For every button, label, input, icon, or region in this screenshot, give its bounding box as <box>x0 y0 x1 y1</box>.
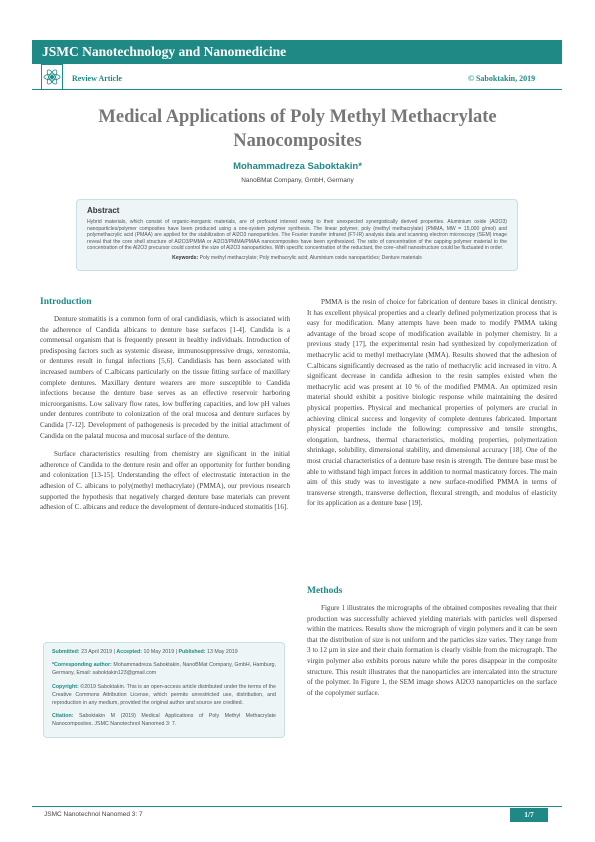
accepted-date: 10 May 2019 <box>143 649 175 655</box>
copyright-notice: Copyright: ©2019 Saboktakin. This is an open-access article distributed under the terms of the Creative Commons Attribution License, which permits unrestricted use, distribution, and reproduction in any medium, provided the original author and source are credited. <box>52 683 276 707</box>
abstract-text: Hybrid materials, which consist of organic-inorganic materials, are of profound interest owing to their unexpected synergistically derived properties. Aluminium oxide (Al2O3) nanoparticles/polymer composites have been produced using a one-system polymer synthesis. The linear polymer, poly (methyl methacrylate) (PMMA, MW = 15,000 g/mol) and polymethacrylic acid (PMAA) are applied for the stabilization of Al2O3 nanoparticles. The Fourier transfer infrared (FT-IR) analysis data and scanning electron microscopy (SEM) image reveal that the core shell structure of Al2O3/PMMA or Al2O3/PMMA/PMAA nanocomposites have been synthesized. The ratio of concentration of the capping polymer material to the concentration of the Al2O3 precursor could control the size of Al2O3 nanoparticles. With specific concentration of the reductant, the core–shell nanostructure could be fluctuated in order. <box>87 219 507 252</box>
right-column <box>307 297 557 517</box>
abstract-heading: Abstract <box>87 206 120 215</box>
article-type: Review Article <box>72 74 122 83</box>
published-date: 13 May 2019 <box>207 649 238 655</box>
intro-paragraph-3: PMMA is the resin of choice for fabrication of denture bases in clinical dentistry. It has excellent physical properties and a clearly defined polymerization process that is easy for modification. Many attempts have been made to modify PMMA taking advantage of the broad scope of modification available in polymer chemistry. In a previous study [17], the experimental resin had synthesized by copolymerization of methacrylic acid to methyl methacrylate (MMA). Results showed that the adhesion of C.albicans significantly decreased as the ratio of methacrylic acid increased in vitro. A significant decrease in candida adhesion to the resin samples existed when the methacrylic acid was present at 10 % of the modified PMMA. An optimized resin material should exhibit a positive biologic response while maintaining the desired physical properties. Physical and mechanical properties of polymers are crucial in achieving clinical success and longevity of complete dentures fabricated. Important physical properties include the following: compressive and tensile strengths, elongation, hardness, thermal characteristics, molding properties, polymerization shrinkage, solubility, dimensional stability, and dimensional accuracy [18]. One of the most crucial characteristics of a denture base resin is strength. The denture base must be able to withstand high impact forces in addition to normal masticatory forces. The main aim of this study was to investigate a new surface-modified PMMA in terms of transverse strength, transverse deflection, flexural strength, and modulus of elasticity for its application as a denture base [19]. <box>307 298 557 508</box>
paper-title <box>40 105 555 153</box>
abstract-box <box>76 199 518 271</box>
methods-paragraph-1: Figure 1 illustrates the micrographs of the obtained composites revealing that their production was successfully achieved yielding materials with particles well dispersed within the matrices. Results show the micrograph of virgin polymers and it can be seen that the distribution of size is not uniform and the particles size varies. They range from 3 to 12 μm in size and their chain formation is clearly visible from the micrograph. The virgin polymer also exhibits porous nature while the pores disappear in the composite structure. This result illustrates that the nanoparticles are intercalated into the structure of the polymer. In Figure 1, the SEM image shows Al2O3 nanoparticles on the surface of the copolymer surface. <box>307 604 557 697</box>
journal-logo <box>41 64 63 90</box>
author-name: Mohammadreza Saboktakin* <box>233 161 362 172</box>
title-line-1: Medical Applications of Poly Methyl Methacrylate <box>98 107 497 127</box>
atom-logo-icon <box>42 65 62 89</box>
corresponding-author: *Corresponding author: Mohammadreza Saboktakin, NanoBMat Company, GmbH, Hamburg, Germany, Email: saboktakin123@gmail.com <box>52 662 276 677</box>
submitted-date: 23 April 2019 <box>81 649 113 655</box>
article-info-box <box>43 642 285 738</box>
methods-column <box>307 603 557 706</box>
keywords <box>87 255 507 261</box>
keywords-list: Poly methyl methacrylate; Poly methacrylic acid; Aluminium oxide nanoparticles; Denture materials <box>199 254 422 261</box>
header-divider <box>32 89 562 90</box>
dates-row: Submitted: 23 April 2019 | Accepted: 10 May 2019 | Published: 13 May 2019 <box>52 649 238 655</box>
intro-paragraph-1: Denture stomatitis is a common form of oral candidiasis, which is associated with the adherence of Candida albicans to denture base surfaces [1-4]. Candida is a commensal organism that is frequently present in healthy individuals. Introduction of predisposing factors such as systemic disease, immunosuppressive drugs, xerostomia, or dentures result in fungal infections [5,6]. Candidiasis has been associated with increased numbers of C.albicans particularly on the tissue fitting surface of maxillary complete dentures. Maxillary denture wearers are more susceptible to Candida infections because the denture base serves as an effective reservoir harboring microorganisms. Low salivary flow rates, low buffering capacities, and low pH values under dentures contribute to colonization of the oral mucosa and denture surfaces by Candida [7-12]. Development of pathogenesis is preceded by the initial attachment of Candida on the palatal mucosa and mucosal surface of the denture. <box>40 315 290 440</box>
page-number: 1/7 <box>510 808 548 822</box>
journal-banner <box>32 40 562 64</box>
author-affiliation: NanoBMat Company, GmbH, Germany <box>241 177 354 184</box>
footer-divider <box>32 806 562 807</box>
methods-heading: Methods <box>307 586 343 596</box>
copyright-tag: © Saboktakin, 2019 <box>468 74 536 83</box>
introduction-heading: Introduction <box>40 297 92 307</box>
left-column <box>40 314 290 521</box>
keywords-label: Keywords: <box>172 254 199 261</box>
journal-name: JSMC Nanotechnology and Nanomedicine <box>42 44 287 59</box>
citation: Citation: Saboktakin M (2019) Medical Applications of Poly Methyl Methacrylate Nanocomposites. JSMC Nanotechnol Nanomed 3: 7. <box>52 713 276 728</box>
title-line-2: Nanocomposites <box>233 131 362 151</box>
footer-journal-ref: JSMC Nanotechnol Nanomed 3: 7 <box>44 811 143 818</box>
intro-paragraph-2: Surface characteristics resulting from chemistry are significant in the initial adherence of Candida to the denture resin and offer an opportunity for further bonding and colonization [13-15]. Understanding the effect of electrostatic interaction in the adhesion of C. albicans to poly(methyl methacrylate) (PMMA), our previous research supported the hypothesis that negatively charged denture base materials can prevent adhesion of C. albicans and reduce the development of denture-induced stomatitis [16]. <box>40 450 290 512</box>
